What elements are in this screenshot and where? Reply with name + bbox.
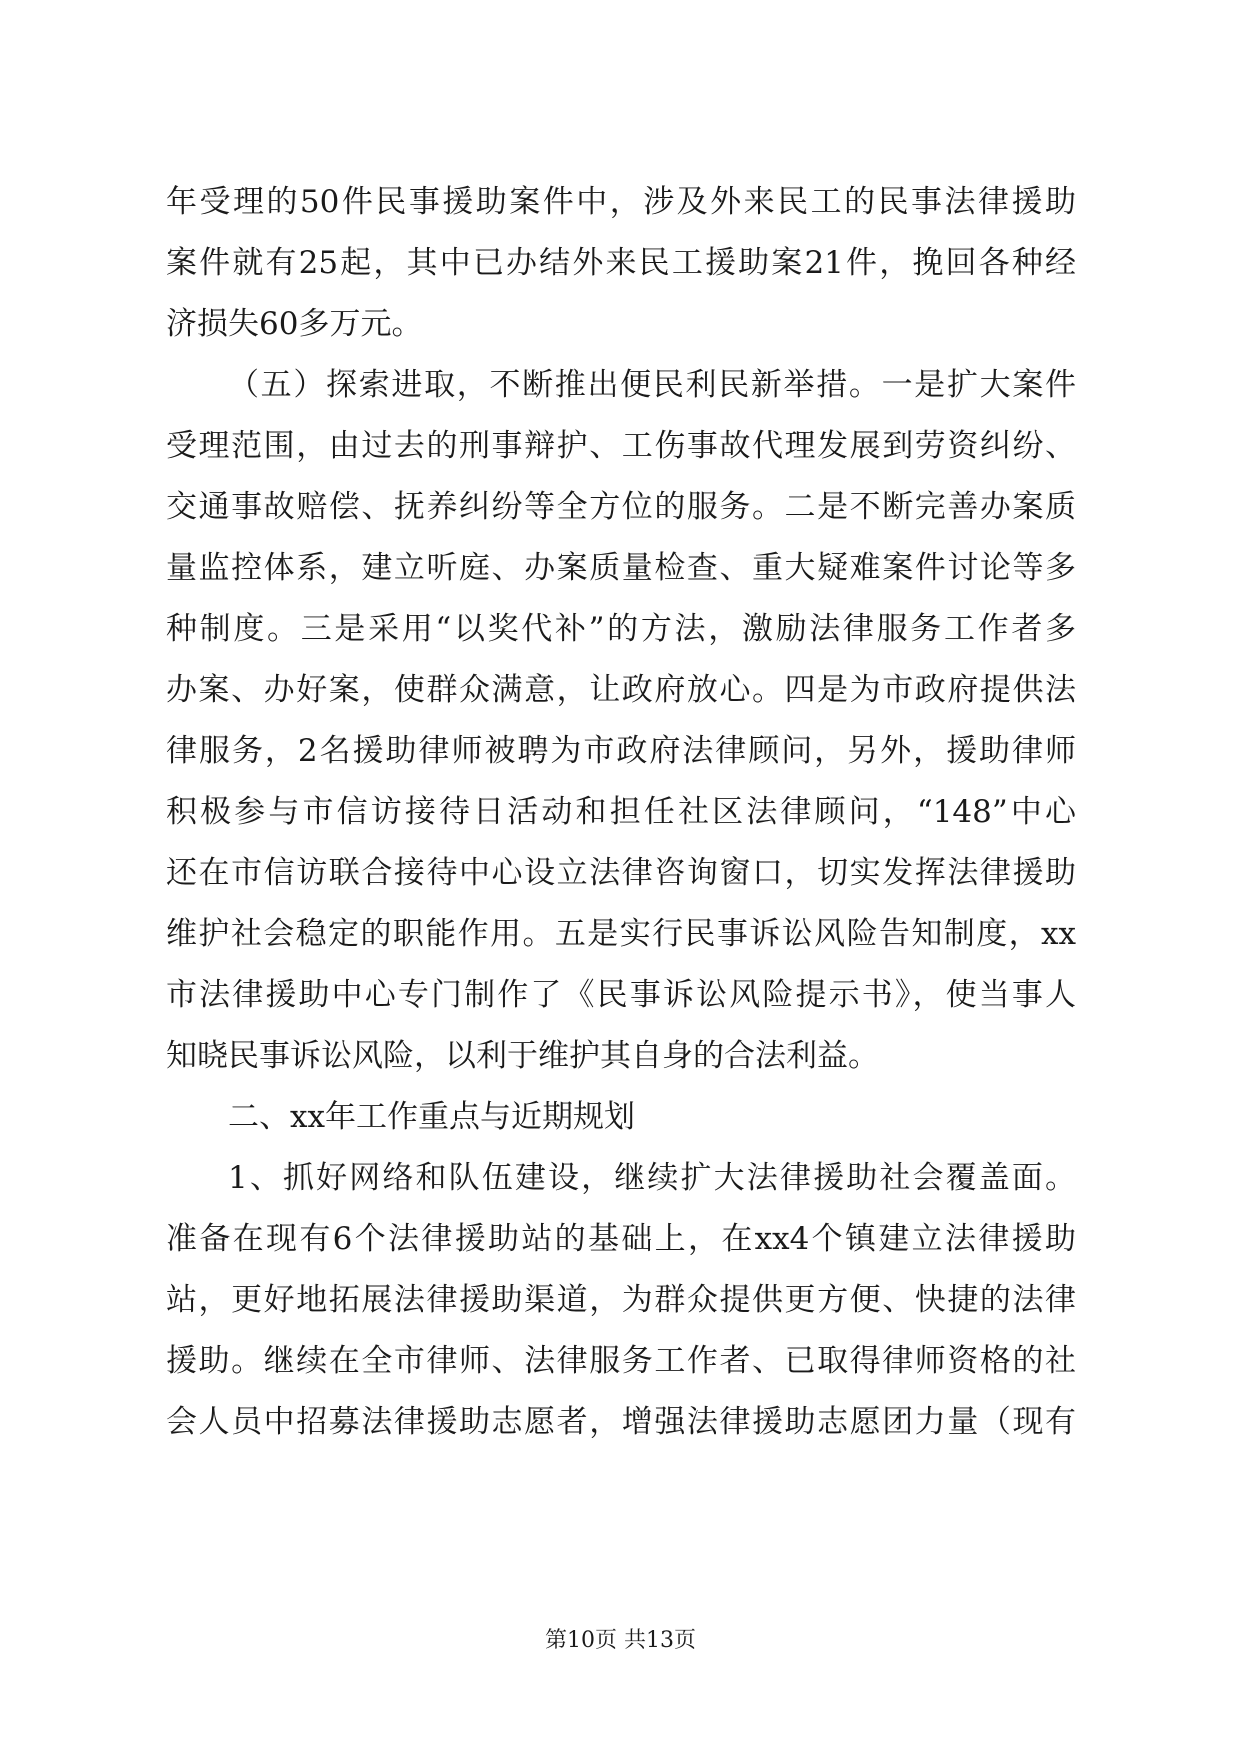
text-line-20: 援助。继续在全市律师、法律服务工作者、已取得律师资格的社 bbox=[166, 1343, 1076, 1379]
text-line-4: （五）探索进取，不断推出便民利民新举措。一是扩大案件 bbox=[228, 367, 1076, 403]
text-line-3: 济损失60多万元。 bbox=[166, 306, 423, 342]
text-line-1: 年受理的50件民事援助案件中，涉及外来民工的民事法律援助 bbox=[166, 184, 1076, 220]
text-line-15: 知晓民事诉讼风险，以利于维护其自身的合法利益。 bbox=[166, 1038, 879, 1074]
text-line-21: 会人员中招募法律援助志愿者，增强法律援助志愿团力量（现有 bbox=[166, 1404, 1076, 1440]
page-number-footer: 第10页 共13页 bbox=[545, 1628, 696, 1653]
text-line-14: 市法律援助中心专门制作了《民事诉讼风险提示书》，使当事人 bbox=[166, 977, 1076, 1013]
text-line-7: 量监控体系，建立听庭、办案质量检查、重大疑难案件讨论等多 bbox=[166, 550, 1076, 586]
text-line-2: 案件就有25起，其中已办结外来民工援助案21件，挽回各种经 bbox=[166, 245, 1076, 281]
text-line-12: 还在市信访联合接待中心设立法律咨询窗口，切实发挥法律援助 bbox=[166, 855, 1076, 891]
text-line-19: 站，更好地拓展法律援助渠道，为群众提供更方便、快捷的法律 bbox=[166, 1282, 1076, 1318]
text-line-11: 积极参与市信访接待日活动和担任社区法律顾问，“148”中心 bbox=[166, 794, 1076, 830]
text-line-10: 律服务，2名援助律师被聘为市政府法律顾问，另外，援助律师 bbox=[166, 733, 1076, 769]
text-line-9: 办案、办好案，使群众满意，让政府放心。四是为市政府提供法 bbox=[166, 672, 1076, 708]
section-heading: 二、xx年工作重点与近期规划 bbox=[228, 1099, 635, 1135]
text-line-17: 1、抓好网络和队伍建设，继续扩大法律援助社会覆盖面。 bbox=[228, 1160, 1076, 1196]
text-line-18: 准备在现有6个法律援助站的基础上，在xx4个镇建立法律援助 bbox=[166, 1221, 1076, 1257]
text-line-8: 种制度。三是采用“以奖代补”的方法，激励法律服务工作者多 bbox=[166, 611, 1076, 647]
text-line-13: 维护社会稳定的职能作用。五是实行民事诉讼风险告知制度，xx bbox=[166, 916, 1076, 952]
text-line-5: 受理范围，由过去的刑事辩护、工伤事故代理发展到劳资纠纷、 bbox=[166, 428, 1076, 464]
text-line-6: 交通事故赔偿、抚养纠纷等全方位的服务。二是不断完善办案质 bbox=[166, 489, 1076, 525]
